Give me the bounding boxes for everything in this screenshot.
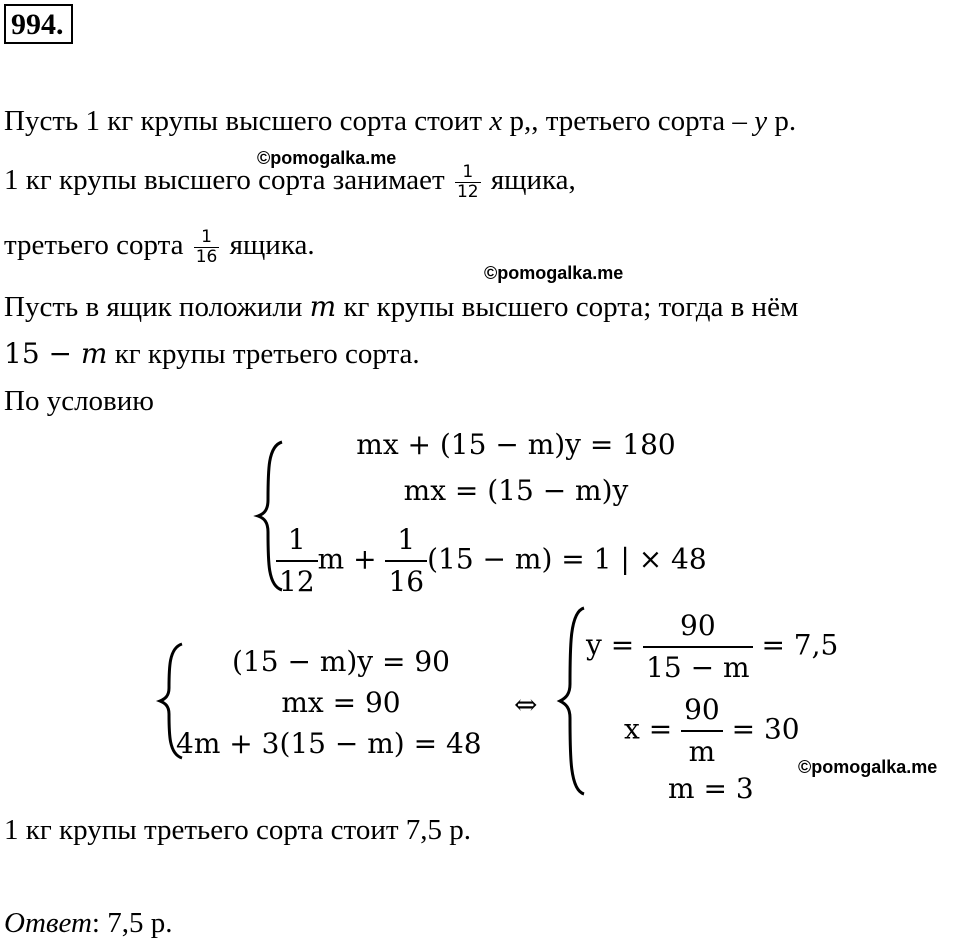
watermark-3: ©pomogalka.me [798, 757, 938, 777]
system-3-eq-2-rhs: = 30 [722, 712, 800, 746]
var-x: x [489, 105, 503, 137]
system-3-eq-1 [586, 606, 838, 688]
system-3-brace [558, 606, 588, 796]
conclusion: 1 кг крупы третьего сорта стоит 7,5 р. [4, 814, 472, 846]
system-1-eq-3-part1: m + [317, 542, 386, 576]
answer-label: Ответ [4, 907, 92, 939]
fraction-1-16: $\frac{1}{16}$ [195, 227, 218, 267]
system-3-eq-2-lhs: x = [624, 712, 682, 746]
watermark-2: ©pomogalka.me [484, 263, 624, 283]
line1-mid: р,, третьего сорта – [502, 105, 755, 137]
fraction-1-16-b: $\frac{1}{16}$ [385, 520, 427, 602]
fraction-90-over-m: $\frac{90}{m}$ [681, 690, 723, 772]
system-2-eq-2: mx = 90 [281, 686, 401, 719]
var-m-2: m [80, 337, 108, 370]
fraction-90-over-15-m: $\frac{90}{15 - m}$ [643, 606, 752, 688]
line1-pre: Пусть 1 кг крупы высшего сорта стоит [4, 105, 490, 137]
text-line-2 [4, 163, 576, 202]
system-3-eq-1-lhs: y = [586, 628, 644, 662]
fraction-1-12: $\frac{1}{12}$ [456, 162, 479, 202]
line2-post: ящика, [483, 164, 576, 197]
system-1-eq-2: mx = (15 − m)y [403, 474, 629, 507]
line4-post: кг крупы высшего сорта; тогда в нём [336, 291, 799, 323]
system-1-eq-3 [276, 520, 707, 602]
line3-pre: третьего сорта [4, 229, 191, 262]
line5-post: кг крупы третьего сорта. [107, 338, 420, 370]
var-y: y [754, 105, 768, 137]
equivalence-symbol: ⇔ [514, 688, 538, 721]
fraction-1-12-b: $\frac{1}{12}$ [276, 520, 318, 602]
line1-post: р. [767, 105, 797, 137]
system-2-eq-1: (15 − m)y = 90 [232, 645, 450, 678]
system-1-eq-1: mx + (15 − m)y = 180 [356, 428, 676, 461]
system-3-eq-1-rhs: = 7,5 [752, 628, 839, 662]
problem-number: 994. [4, 4, 73, 44]
text-line-1 [4, 104, 796, 138]
var-m: m [309, 290, 337, 323]
watermark-1: ©pomogalka.me [257, 148, 397, 168]
system-1-eq-3-part2: (15 − m) = 1 | × 48 [427, 542, 707, 576]
line5-pre: 15 − [4, 337, 81, 370]
line2-pre: 1 кг крупы высшего сорта занимает [4, 164, 452, 197]
text-line-6: По условию [4, 385, 154, 417]
line3-post: ящика. [222, 229, 315, 262]
text-line-3 [4, 228, 315, 267]
system-3-eq-3: m = 3 [668, 772, 754, 805]
answer-value: : 7,5 р. [91, 907, 173, 939]
system-2-eq-3: 4m + 3(15 − m) = 48 [176, 727, 482, 760]
text-line-5 [4, 337, 420, 371]
system-3-eq-2 [624, 690, 800, 772]
line4-pre: Пусть в ящик положили [4, 291, 310, 323]
answer [4, 906, 172, 940]
text-line-4 [4, 290, 798, 324]
